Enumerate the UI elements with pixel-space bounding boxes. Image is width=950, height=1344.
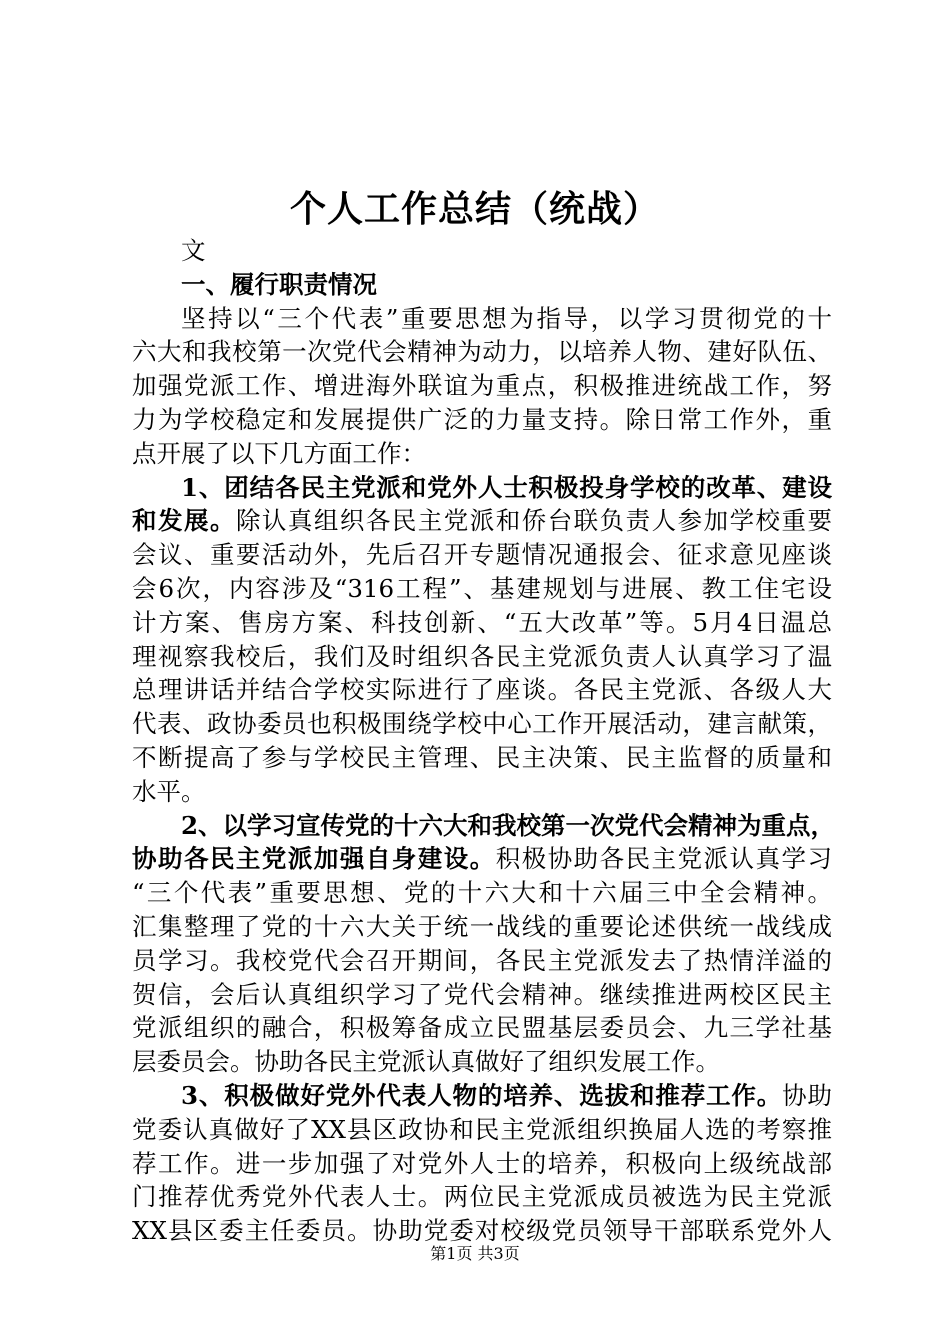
- line-text: 层委员会。协助各民主党派认真做好了组织发展工作。: [132, 1047, 720, 1077]
- line-text: 点开展了以下几方面工作：: [132, 438, 426, 468]
- text-line: [132, 335, 832, 369]
- line-text: XX县区委主任委员。协助党委对校级党员领导干部联系党外人: [132, 1216, 832, 1246]
- text-line: [132, 504, 832, 538]
- text-line: [132, 403, 832, 437]
- text-line: [132, 471, 832, 505]
- text-line: [132, 775, 832, 809]
- line-text: 会6次，内容涉及“316工程”、基建规划与进展、教工住宅设: [132, 573, 832, 603]
- text-line: [132, 572, 832, 606]
- text-line: [132, 944, 832, 978]
- line-text: 不断提高了参与学校民主管理、民主决策、民主监督的质量和: [132, 742, 832, 772]
- line-text: 文: [181, 236, 206, 265]
- page-footer: 第1页 共3页: [430, 1244, 520, 1263]
- text-line: [132, 673, 832, 707]
- line-text: 加强党派工作、增进海外联谊为重点，积极推进统战工作，努: [132, 371, 832, 401]
- document-body: [132, 234, 836, 1248]
- line-text: 积极协助各民主党派认真学习: [495, 844, 833, 874]
- text-line: [132, 1045, 832, 1079]
- line-text: 除认真组织各民主党派和侨台联负责人参加学校重要: [235, 506, 833, 536]
- line-text: 力为学校稳定和发展提供广泛的力量支持。除日常工作外，重: [132, 404, 832, 434]
- text-line: [132, 538, 832, 572]
- line-text: 员学习。我校党代会召开期间，各民主党派发去了热情洋溢的: [132, 945, 832, 975]
- text-line: [132, 234, 832, 268]
- text-line: [132, 1113, 832, 1147]
- document-title: 个人工作总结（统战）: [289, 188, 660, 230]
- line-text: 党委认真做好了XX县区政协和民主党派组织换届人选的考察推: [132, 1114, 832, 1144]
- line-text: 2、以学习宣传党的十六大和我校第一次党代会精神为重点，: [181, 810, 836, 840]
- text-line: [132, 741, 832, 775]
- line-text: 理视察我校后，我们及时组织各民主党派负责人认真学习了温: [132, 641, 832, 671]
- text-line: [132, 707, 832, 741]
- text-line: [132, 809, 836, 843]
- bold-heading-text: 和发展。: [132, 506, 236, 536]
- text-line: [132, 369, 832, 403]
- text-line: [132, 978, 832, 1012]
- text-line: [132, 1147, 832, 1181]
- line-text: 贺信，会后认真组织学习了党代会精神。继续推进两校区民主: [132, 979, 832, 1009]
- text-line: [132, 606, 832, 640]
- line-text: 一、履行职责情况: [181, 269, 377, 299]
- text-line: [132, 910, 832, 944]
- text-line: [132, 268, 832, 302]
- text-line: [132, 640, 832, 674]
- text-line: [132, 842, 832, 876]
- line-text: 党派组织的融合，积极筹备成立民盟基层委员会、九三学社基: [132, 1013, 832, 1043]
- line-text: 计方案、售房方案、科技创新、“五大改革”等。5月4日温总: [132, 607, 832, 637]
- bold-heading-text: 协助各民主党派加强自身建设。: [132, 844, 496, 874]
- line-text: 门推荐优秀党外代表人士。两位民主党派成员被选为民主党派: [132, 1182, 832, 1212]
- text-line: [132, 1011, 832, 1045]
- line-text: 坚持以“三个代表”重要思想为指导，以学习贯彻党的十: [181, 303, 832, 333]
- text-line: [132, 302, 832, 336]
- line-text: 1、团结各民主党派和党外人士积极投身学校的改革、建设: [181, 472, 832, 502]
- line-text: 总理讲话并结合学校实际进行了座谈。各民主党派、各级人大: [132, 675, 832, 705]
- line-text: 荐工作。进一步加强了对党外人士的培养，积极向上级统战部: [132, 1148, 832, 1178]
- line-text: “三个代表”重要思想、党的十六大和十六届三中全会精神。: [132, 878, 832, 908]
- text-line: [132, 437, 832, 471]
- line-text: 水平。: [132, 776, 206, 806]
- line-text: 汇集整理了党的十六大关于统一战线的重要论述供统一战线成: [132, 911, 832, 941]
- text-line: [132, 876, 832, 910]
- line-text: 会议、重要活动外，先后召开专题情况通报会、征求意见座谈: [132, 540, 832, 570]
- line-text: 六大和我校第一次党代会精神为动力，以培养人物、建好队伍、: [132, 337, 832, 367]
- text-line: [132, 1180, 832, 1214]
- text-line: [132, 1079, 832, 1113]
- line-text: 协助: [782, 1080, 832, 1110]
- line-text: 代表、政协委员也积极围绕学校中心工作开展活动，建言献策，: [132, 709, 832, 739]
- bold-heading-text: 3、积极做好党外代表人物的培养、选拔和推荐工作。: [181, 1080, 783, 1110]
